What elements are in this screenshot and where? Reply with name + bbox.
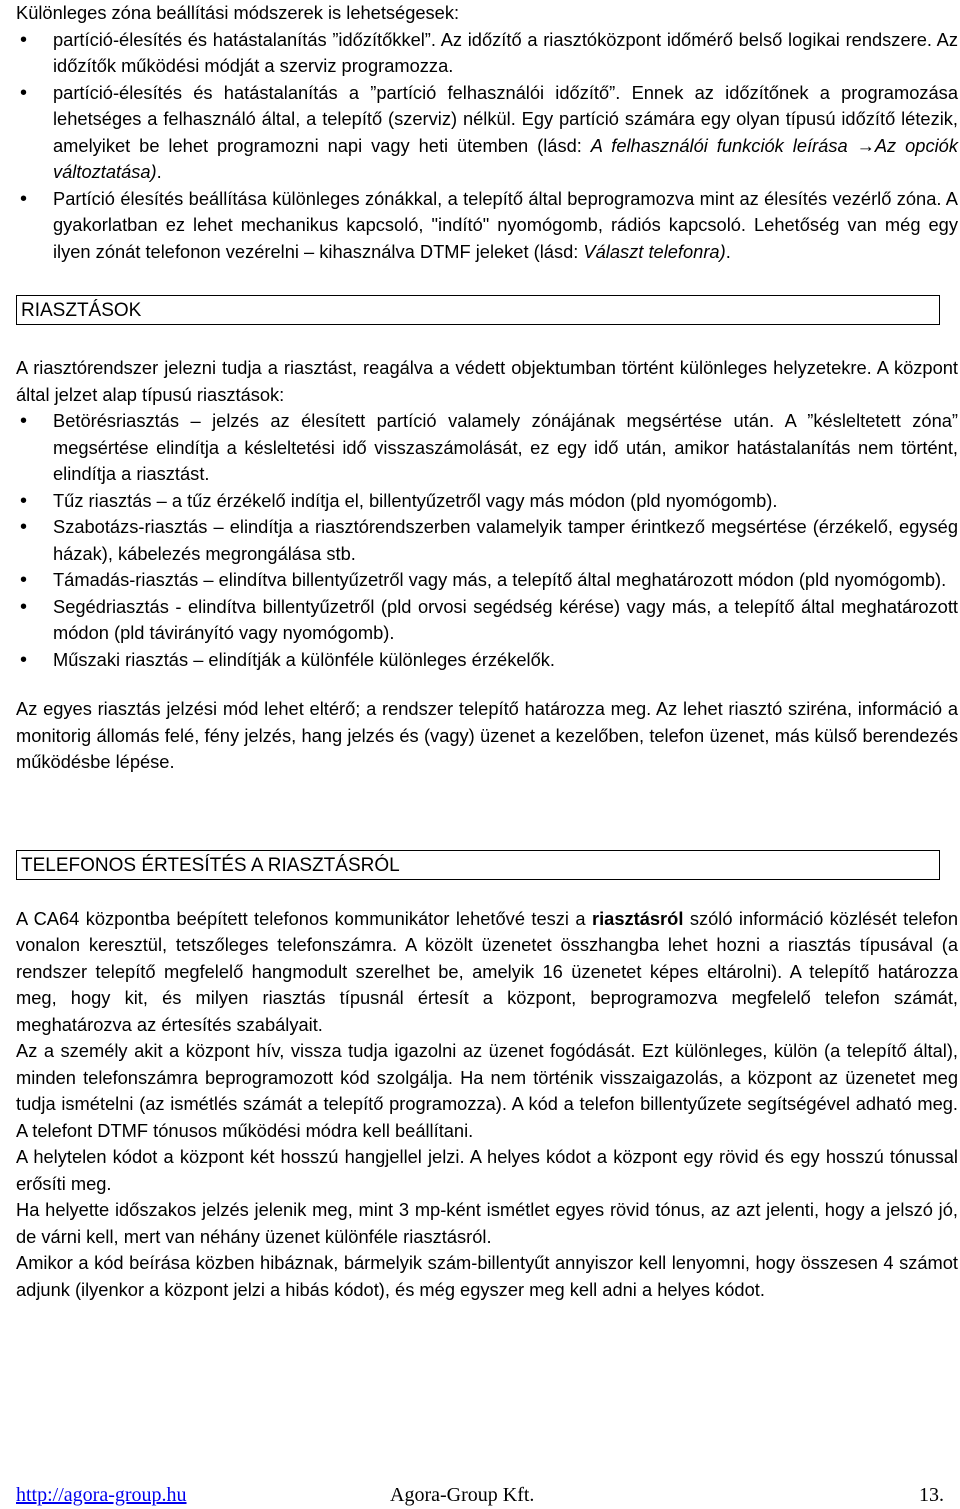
- phone-paragraph: A CA64 központba beépített telefonos kommunikátor lehetővé teszi a riasztásról szóló információ közlését telefon vonalon keresztül, tetszőleges telefonszámra. A közölt üzenetet összhangba lehet hozni a riasztás típusával (a rendszer telepítő megfelelő hangmodult szerelhet be, amelyik 16 üzenetet képes eltárolni). A telepítő határozza meg, hogy kit, és milyen riasztás típusnál értesít a központ, beprogramozva megfelelő telefon számát, meghatározva az értesítés szabályait.: [16, 907, 959, 1035]
- section-heading-alarms: RIASZTÁSOK: [16, 295, 940, 325]
- footer-website-link[interactable]: http://agora-group.hu: [16, 1484, 187, 1506]
- phone-paragraph: A helytelen kódot a központ két hosszú hangjellel jelzi. A helyes kódot a központ egy rövid és egy hosszú tónussal erősíti meg.: [16, 1146, 958, 1194]
- footer-company: Agora-Group Kft.: [390, 1484, 535, 1506]
- page-number: 13.: [919, 1484, 944, 1506]
- phone-paragraph: Az a személy akit a központ hív, vissza tudja igazolni az üzenet fogódását. Ezt különleges, külön (a telepítő által), minden telefonszámra beprogramozott kód szolgálja. Ha nem történik visszaigazolás, a központ az üzenetet meg tudja ismételni (az ismétlés számát a telepítő programozza). A kód a telefon billentyűzete segítségével adható meg. A telefont DTMF tónusos működési módra kell beállítani.: [16, 1040, 958, 1141]
- alarm-types-list: [16, 408, 958, 673]
- arrow-icon: →: [847, 134, 875, 156]
- phone-paragraph: Ha helyette időszakos jelzés jelenik meg, mint 3 mp-ként ismétlet egyes rövid tónus, az azt jelenti, hogy a jelszó jó, de várni kell, mert van néhány üzenet különféle riasztásról.: [16, 1199, 958, 1247]
- list-item: • Támadás-riasztás – elindítva billentyűzetről vagy más, a telepítő által meghatározott módon (pld nyomógomb).: [16, 567, 958, 594]
- list-item: • Szabotázs-riasztás – elindítja a riasztórendszerben valamelyik tamper érintkező megsértése (érzékelő, egység házak), kábelezés megrongálása stb.: [16, 514, 958, 567]
- alarms-intro: A riasztórendszer jelezni tudja a riasztást, reagálva a védett objektumban történt különleges helyzetekre. A központ által jelzet alap típusú riasztások:: [16, 357, 958, 405]
- list-item: • Segédriasztás - elindítva billentyűzetről (pld orvosi segédség kérése) vagy más, a telepítő által meghatározott módon (pld távirányító vagy nyomógomb).: [16, 594, 958, 647]
- alarms-closing-paragraph: Az egyes riasztás jelzési mód lehet eltérő; a rendszer telepítő határozza meg. Az lehet riasztó sziréna, információ a monitorig állomás felé, fény jelzés, hang jelzés és (vagy) üzenet a kezelőben, telefon üzenet, más külső berendezés működésbe lépése.: [16, 698, 958, 772]
- zone-options-list: [16, 27, 958, 266]
- page-footer: [16, 1482, 944, 1508]
- list-item: • partíció-élesítés és hatástalanítás a ”partíció felhasználói időzítő”. Ennek az időzítőnek a programozása lehetséges a felhasználó által, a telepítő (szerviz) nélkül. Egy partíció számára egy olyan típusú időzítő létezik, amelyiket be lehet programozni napi vagy heti ütemben (lásd: A felhasználói funkciók leírása →Az opciók változtatása).: [16, 80, 958, 186]
- reference-link-text: Választ telefonra): [583, 240, 726, 262]
- phone-paragraph: Amikor a kód beírása közben hibáznak, bármelyik szám-billentyűt annyiszor kell lenyomni, hogy összesen 4 számot adjunk (ilyenkor a központ jelzi a hibás kódot), és még egyszer meg kell adni a helyes kódot.: [16, 1252, 958, 1300]
- list-item: • Betörésriasztás – jelzés az élesített partíció valamely zónájának megsértése után. A ”késleltetett zóna” megsértése elindítja a késleltetési idő visszaszámolását, ez egy idő után, amikor hatástalanítás nem történt, elindítja a riasztást.: [16, 408, 958, 488]
- reference-link-text: Az opciók változtatása): [53, 134, 958, 182]
- list-item: • Tűz riasztás – a tűz érzékelő indítja el, billentyűzetről vagy más módon (pld nyomógomb).: [16, 488, 958, 515]
- list-item: • partíció-élesítés és hatástalanítás ”időzítőkkel”. Az időzítő a riasztóközpont időmérő belső logikai rendszere. Az időzítők működési módját a szerviz programozza.: [16, 27, 958, 80]
- section-heading-phone: TELEFONOS ÉRTESÍTÉS A RIASZTÁSRÓL: [16, 850, 940, 880]
- list-item: • Műszaki riasztás – elindítják a különféle különleges érzékelők.: [16, 647, 958, 674]
- zone-section-title: Különleges zóna beállítási módszerek is lehetségesek:: [16, 2, 460, 23]
- list-item: • Partíció élesítés beállítása különleges zónákkal, a telepítő által beprogramozva mint az élesítés vezérlő zóna. A gyakorlatban ez lehet mechanikus kapcsoló, "indító" nyomógomb, rádiós kapcsoló. Lehetőség van még egy ilyen zónát telefonon vezérelni – kihasználva DTMF jeleket (lásd: Választ telefonra).: [16, 186, 958, 266]
- document-page: [16, 0, 958, 1303]
- reference-link-text: A felhasználói funkciók leírása: [590, 134, 848, 156]
